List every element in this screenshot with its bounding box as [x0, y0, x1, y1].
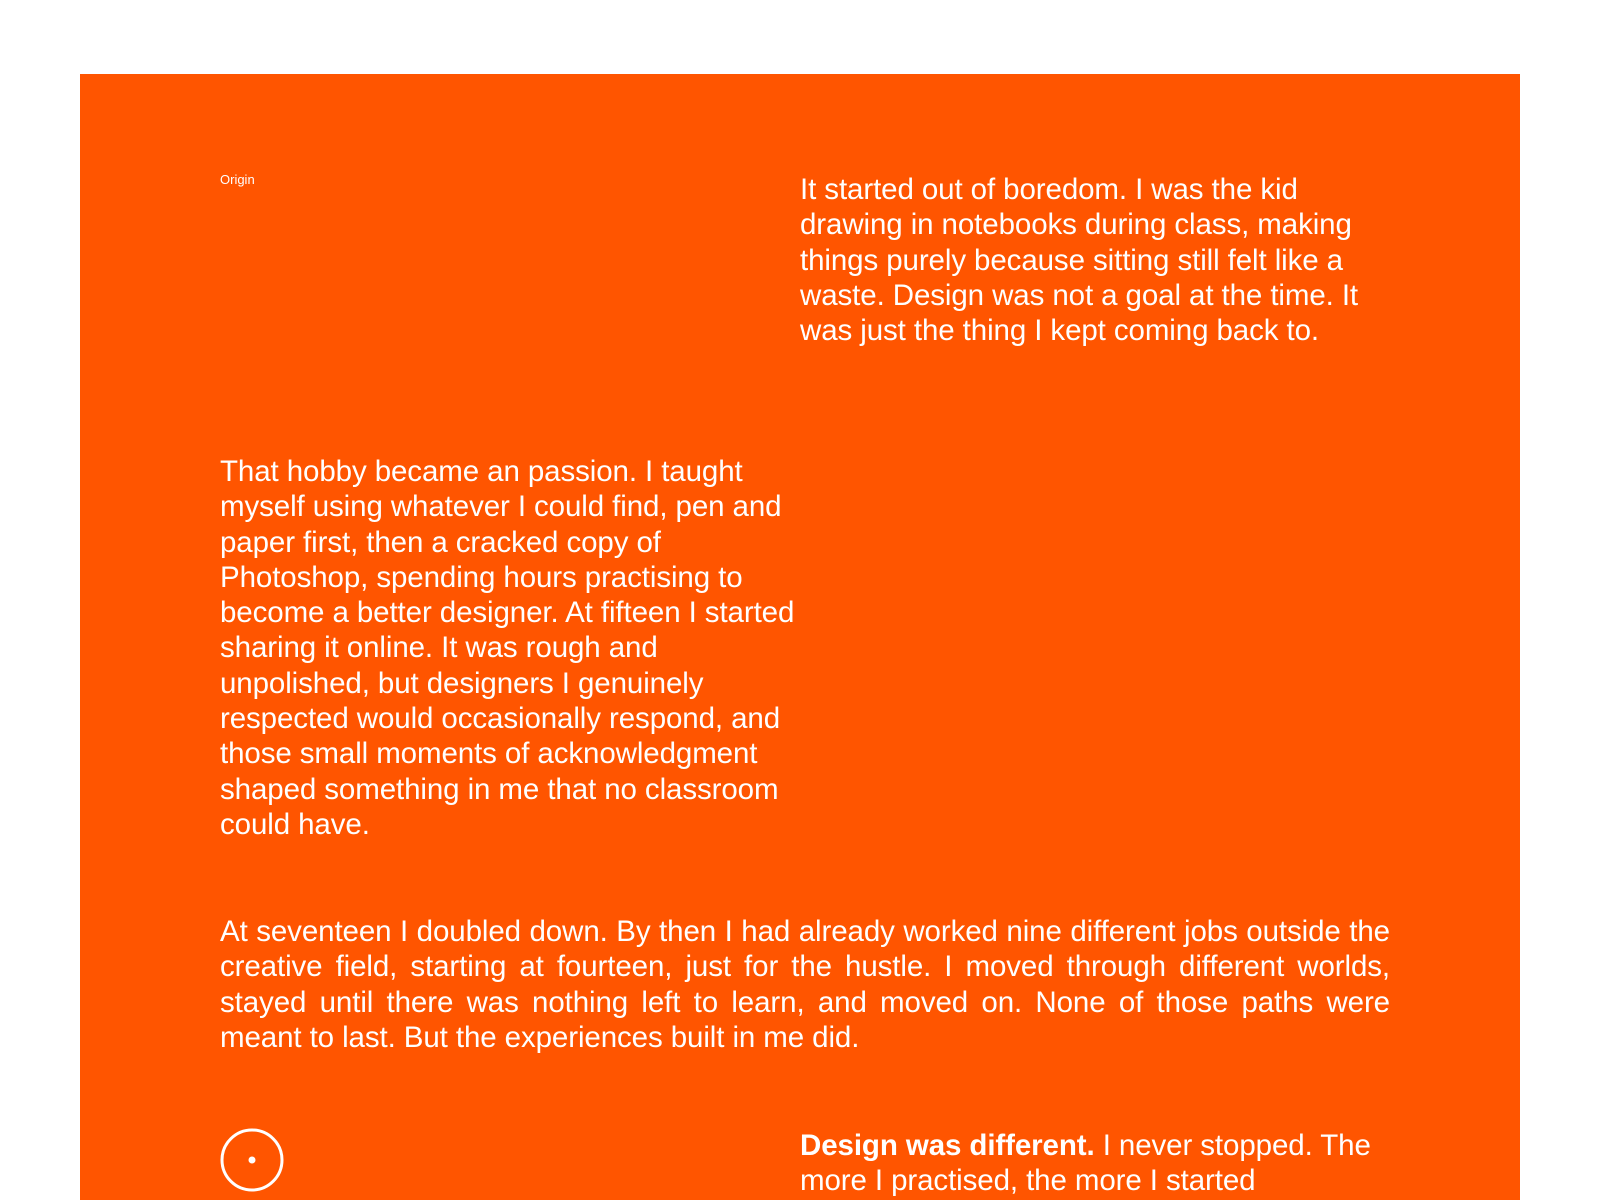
origin-paragraph-2: That hobby became an passion. I taught myself using whatever I could find, pen and paper first, then a cracked copy of Photoshop, spending hours practising to become a better designer. At fifteen I started sharing it online. It was rough and unpolished, but designers I genuinely respected would occasionally respond, and those small moments of acknowledgment shaped something in me that no classroom could have. — [220, 455, 795, 841]
origin-paragraph-1: It started out of boredom. I was the kid drawing in notebooks during class, making things purely because sitting still felt like a waste. Design was not a goal at the time. It was just the thing I kept coming back to. — [800, 173, 1359, 348]
circle-dot-icon — [220, 1128, 284, 1192]
origin-paragraph-3: At seventeen I doubled down. By then I had already worked nine different jobs outside the creative field, starting at fourteen, just for the hustle. I moved through different worlds, stayed until there was nothing left to learn, and moved on. None of those paths were meant to last. But the experiences built in me did. — [220, 915, 1390, 1054]
origin-paragraph-4 — [800, 1128, 1390, 1199]
paragraph-body: I never stopped. The more I practised, the more I started — [800, 1129, 1371, 1198]
section-label: Origin — [220, 172, 255, 187]
paragraph-lead: Design was different. — [800, 1129, 1095, 1162]
content-panel — [80, 74, 1520, 1200]
